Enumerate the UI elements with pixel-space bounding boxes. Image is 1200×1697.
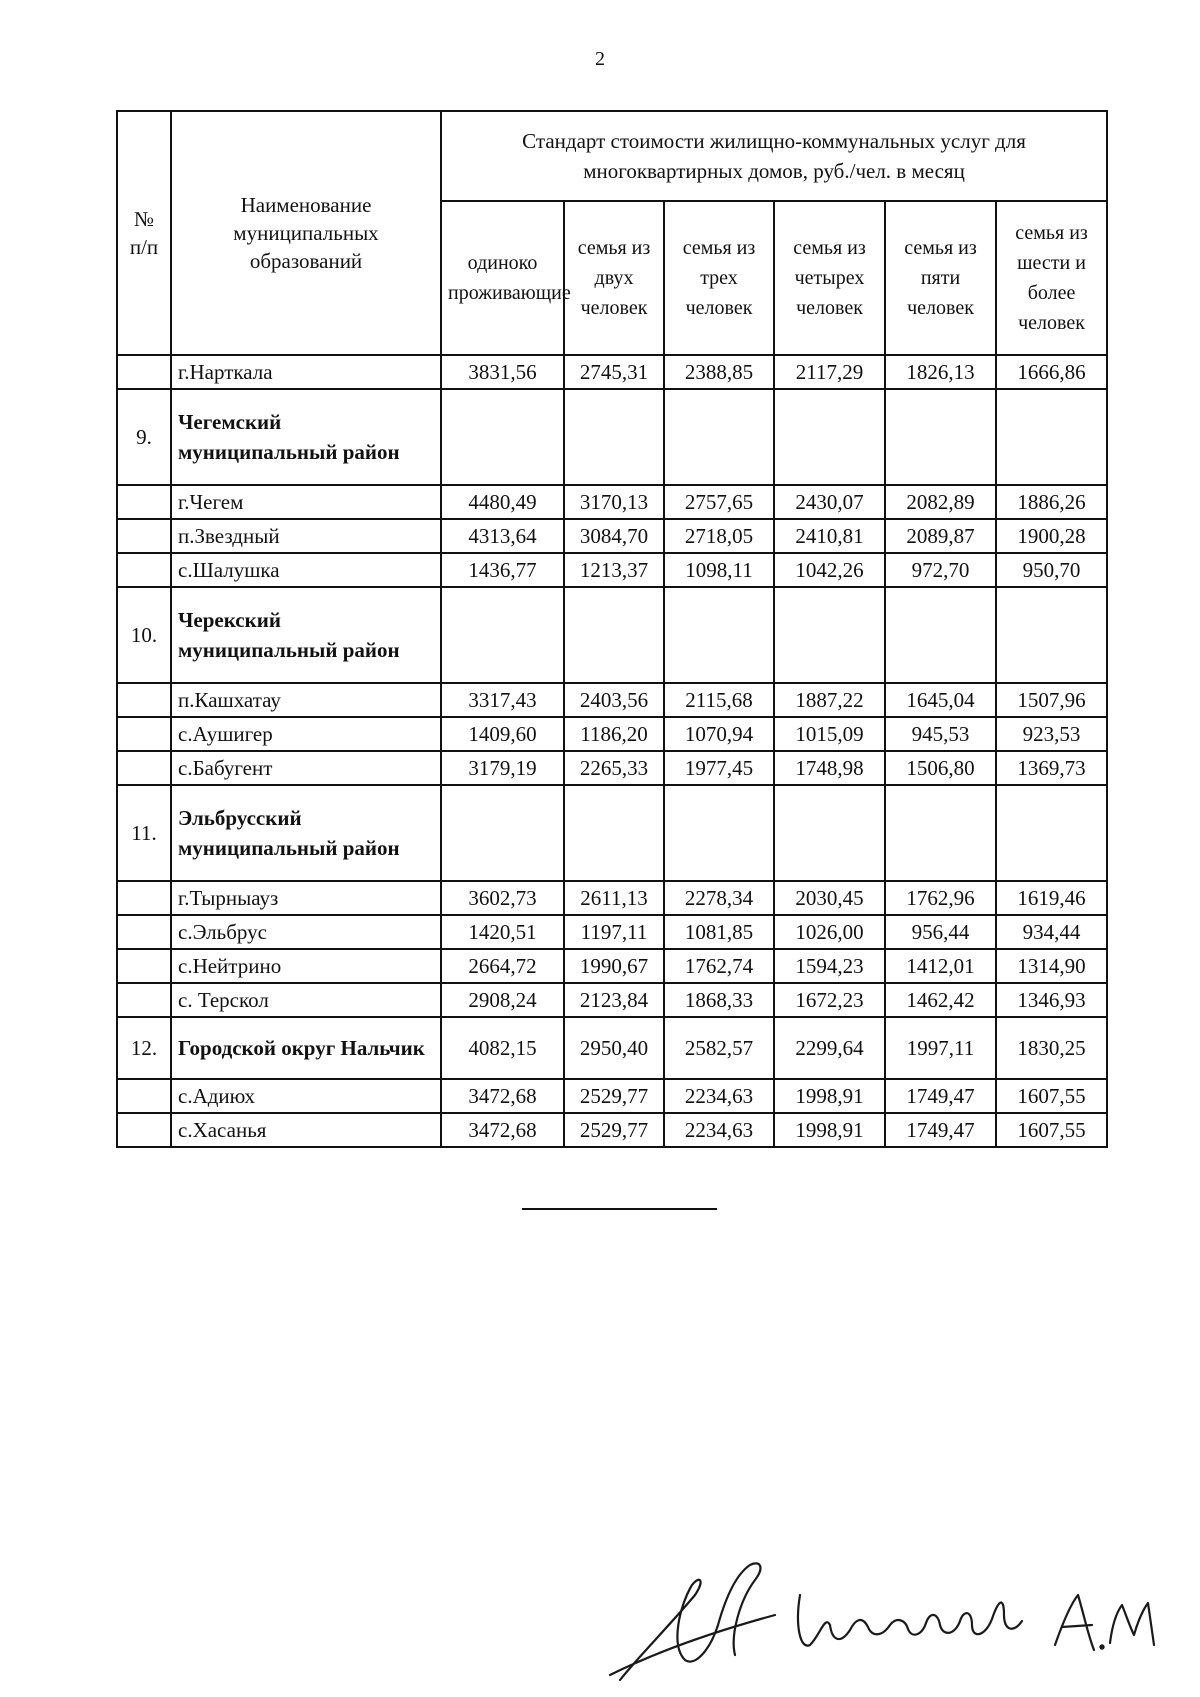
cost-value [996, 587, 1107, 683]
cost-value: 1346,93 [996, 983, 1107, 1017]
row-number [117, 519, 171, 553]
cost-value [441, 785, 564, 881]
cost-value: 1748,98 [774, 751, 885, 785]
district-name: Чегемский муниципальный район [171, 389, 441, 485]
row-number: 9. [117, 389, 171, 485]
settlement-name: с.Шалушка [171, 553, 441, 587]
cost-value: 2234,63 [664, 1079, 774, 1113]
settlement-name: с.Нейтрино [171, 949, 441, 983]
row-number: 11. [117, 785, 171, 881]
table-row [117, 1079, 1107, 1113]
table-row [117, 519, 1107, 553]
settlement-name: с.Эльбрус [171, 915, 441, 949]
cost-value: 1081,85 [664, 915, 774, 949]
table-row [117, 485, 1107, 519]
district-name: Черекский муниципальный район [171, 587, 441, 683]
row-number [117, 915, 171, 949]
cost-value: 2234,63 [664, 1113, 774, 1147]
settlement-name: п.Звездный [171, 519, 441, 553]
cost-value: 1619,46 [996, 881, 1107, 915]
cost-value [441, 389, 564, 485]
cost-value: 2611,13 [564, 881, 664, 915]
cost-value: 1186,20 [564, 717, 664, 751]
cost-value [664, 389, 774, 485]
cost-value: 3084,70 [564, 519, 664, 553]
cost-value: 1826,13 [885, 355, 996, 389]
cost-value: 3472,68 [441, 1079, 564, 1113]
cost-value: 1015,09 [774, 717, 885, 751]
cost-value: 2117,29 [774, 355, 885, 389]
cost-value [664, 587, 774, 683]
cost-value [774, 785, 885, 881]
header-num: № п/п [117, 111, 171, 355]
cost-value: 3472,68 [441, 1113, 564, 1147]
cost-value: 1070,94 [664, 717, 774, 751]
settlement-name: с.Бабугент [171, 751, 441, 785]
cost-value: 4082,15 [441, 1017, 564, 1079]
cost-value: 2745,31 [564, 355, 664, 389]
table-row [117, 717, 1107, 751]
cost-value [996, 389, 1107, 485]
row-number [117, 485, 171, 519]
district-name: Городской округ Нальчик [171, 1017, 441, 1079]
table-row [117, 389, 1107, 485]
cost-value [564, 587, 664, 683]
cost-value: 1607,55 [996, 1113, 1107, 1147]
handwritten-signature [600, 1555, 1160, 1690]
cost-value: 2664,72 [441, 949, 564, 983]
table-row [117, 1113, 1107, 1147]
cost-value: 923,53 [996, 717, 1107, 751]
cost-value [664, 785, 774, 881]
table-row [117, 751, 1107, 785]
cost-value [774, 587, 885, 683]
cost-value: 1314,90 [996, 949, 1107, 983]
cost-value: 1213,37 [564, 553, 664, 587]
cost-value: 1990,67 [564, 949, 664, 983]
cost-value: 3317,43 [441, 683, 564, 717]
cost-value: 1977,45 [664, 751, 774, 785]
cost-value: 1506,80 [885, 751, 996, 785]
cost-value: 1762,74 [664, 949, 774, 983]
cost-value: 950,70 [996, 553, 1107, 587]
cost-value [996, 785, 1107, 881]
cost-value: 945,53 [885, 717, 996, 751]
header-col-two: семья из двух человек [564, 201, 664, 355]
cost-value: 2950,40 [564, 1017, 664, 1079]
table-row [117, 1017, 1107, 1079]
cost-value: 2030,45 [774, 881, 885, 915]
cost-value: 2908,24 [441, 983, 564, 1017]
cost-value: 4480,49 [441, 485, 564, 519]
cost-value: 1749,47 [885, 1079, 996, 1113]
cost-value: 1645,04 [885, 683, 996, 717]
cost-value: 1026,00 [774, 915, 885, 949]
settlement-name: с.Адиюх [171, 1079, 441, 1113]
row-number [117, 553, 171, 587]
cost-value: 1420,51 [441, 915, 564, 949]
cost-value: 1672,23 [774, 983, 885, 1017]
cost-value: 956,44 [885, 915, 996, 949]
cost-value: 2299,64 [774, 1017, 885, 1079]
cost-value: 3831,56 [441, 355, 564, 389]
table-row [117, 915, 1107, 949]
cost-value: 4313,64 [441, 519, 564, 553]
table-body [117, 355, 1107, 1147]
cost-value: 1762,96 [885, 881, 996, 915]
header-name: Наименование муниципальных образований [171, 111, 441, 355]
cost-value: 2082,89 [885, 485, 996, 519]
table-row [117, 983, 1107, 1017]
cost-value: 1462,42 [885, 983, 996, 1017]
end-divider [522, 1208, 717, 1210]
cost-value [885, 587, 996, 683]
cost-value: 1666,86 [996, 355, 1107, 389]
cost-value: 2278,34 [664, 881, 774, 915]
cost-value: 1900,28 [996, 519, 1107, 553]
settlement-name: г.Тырныауз [171, 881, 441, 915]
cost-value: 2410,81 [774, 519, 885, 553]
cost-value: 2529,77 [564, 1113, 664, 1147]
settlement-name: с.Аушигер [171, 717, 441, 751]
cost-value: 1098,11 [664, 553, 774, 587]
row-number [117, 751, 171, 785]
cost-value: 2718,05 [664, 519, 774, 553]
cost-value: 1997,11 [885, 1017, 996, 1079]
row-number: 12. [117, 1017, 171, 1079]
table-row [117, 785, 1107, 881]
cost-value: 1830,25 [996, 1017, 1107, 1079]
table-row [117, 355, 1107, 389]
table-row [117, 553, 1107, 587]
table-row [117, 587, 1107, 683]
row-number [117, 949, 171, 983]
cost-value: 1594,23 [774, 949, 885, 983]
cost-value: 972,70 [885, 553, 996, 587]
cost-value: 1749,47 [885, 1113, 996, 1147]
cost-value: 3602,73 [441, 881, 564, 915]
table-row [117, 683, 1107, 717]
row-number [117, 683, 171, 717]
cost-value: 1868,33 [664, 983, 774, 1017]
header-col-single: одиноко проживающие [441, 201, 564, 355]
header-col-four: семья из четырех человек [774, 201, 885, 355]
cost-value: 2265,33 [564, 751, 664, 785]
cost-value: 3179,19 [441, 751, 564, 785]
settlement-name: с. Терскол [171, 983, 441, 1017]
settlement-name: п.Кашхатау [171, 683, 441, 717]
table-row [117, 949, 1107, 983]
cost-value: 1409,60 [441, 717, 564, 751]
cost-value: 2089,87 [885, 519, 996, 553]
cost-value [885, 785, 996, 881]
cost-value: 934,44 [996, 915, 1107, 949]
row-number [117, 881, 171, 915]
cost-value: 3170,13 [564, 485, 664, 519]
cost-value: 1886,26 [996, 485, 1107, 519]
cost-value: 2529,77 [564, 1079, 664, 1113]
cost-value: 1412,01 [885, 949, 996, 983]
cost-value: 1998,91 [774, 1079, 885, 1113]
cost-value: 2388,85 [664, 355, 774, 389]
settlement-name: с.Хасанья [171, 1113, 441, 1147]
cost-value: 2757,65 [664, 485, 774, 519]
housing-cost-standards-table [116, 110, 1108, 1148]
table-row [117, 881, 1107, 915]
cost-value: 1887,22 [774, 683, 885, 717]
header-col-five: семья из пяти человек [885, 201, 996, 355]
row-number [117, 717, 171, 751]
district-name: Эльбрусский муниципальный район [171, 785, 441, 881]
row-number [117, 355, 171, 389]
page-number: 2 [595, 48, 605, 70]
header-col-six-plus: семья из шести и более человек [996, 201, 1107, 355]
cost-value [441, 587, 564, 683]
header-group: Стандарт стоимости жилищно-коммунальных услуг для многоквартирных домов, руб./чел. в месяц [441, 111, 1107, 201]
cost-value [564, 785, 664, 881]
cost-value: 1197,11 [564, 915, 664, 949]
cost-value [885, 389, 996, 485]
cost-value [564, 389, 664, 485]
cost-value: 1042,26 [774, 553, 885, 587]
row-number: 10. [117, 587, 171, 683]
cost-value: 2123,84 [564, 983, 664, 1017]
signature-text: Муравьев А.И. [600, 1555, 607, 1556]
cost-value: 1607,55 [996, 1079, 1107, 1113]
row-number [117, 1079, 171, 1113]
cost-value [774, 389, 885, 485]
settlement-name: г.Чегем [171, 485, 441, 519]
cost-value: 1436,77 [441, 553, 564, 587]
cost-value: 2582,57 [664, 1017, 774, 1079]
header-col-three: семья из трех человек [664, 201, 774, 355]
cost-value: 2115,68 [664, 683, 774, 717]
row-number [117, 983, 171, 1017]
cost-value: 1507,96 [996, 683, 1107, 717]
cost-value: 1369,73 [996, 751, 1107, 785]
settlement-name: г.Нарткала [171, 355, 441, 389]
row-number [117, 1113, 171, 1147]
cost-value: 1998,91 [774, 1113, 885, 1147]
cost-value: 2403,56 [564, 683, 664, 717]
cost-value: 2430,07 [774, 485, 885, 519]
